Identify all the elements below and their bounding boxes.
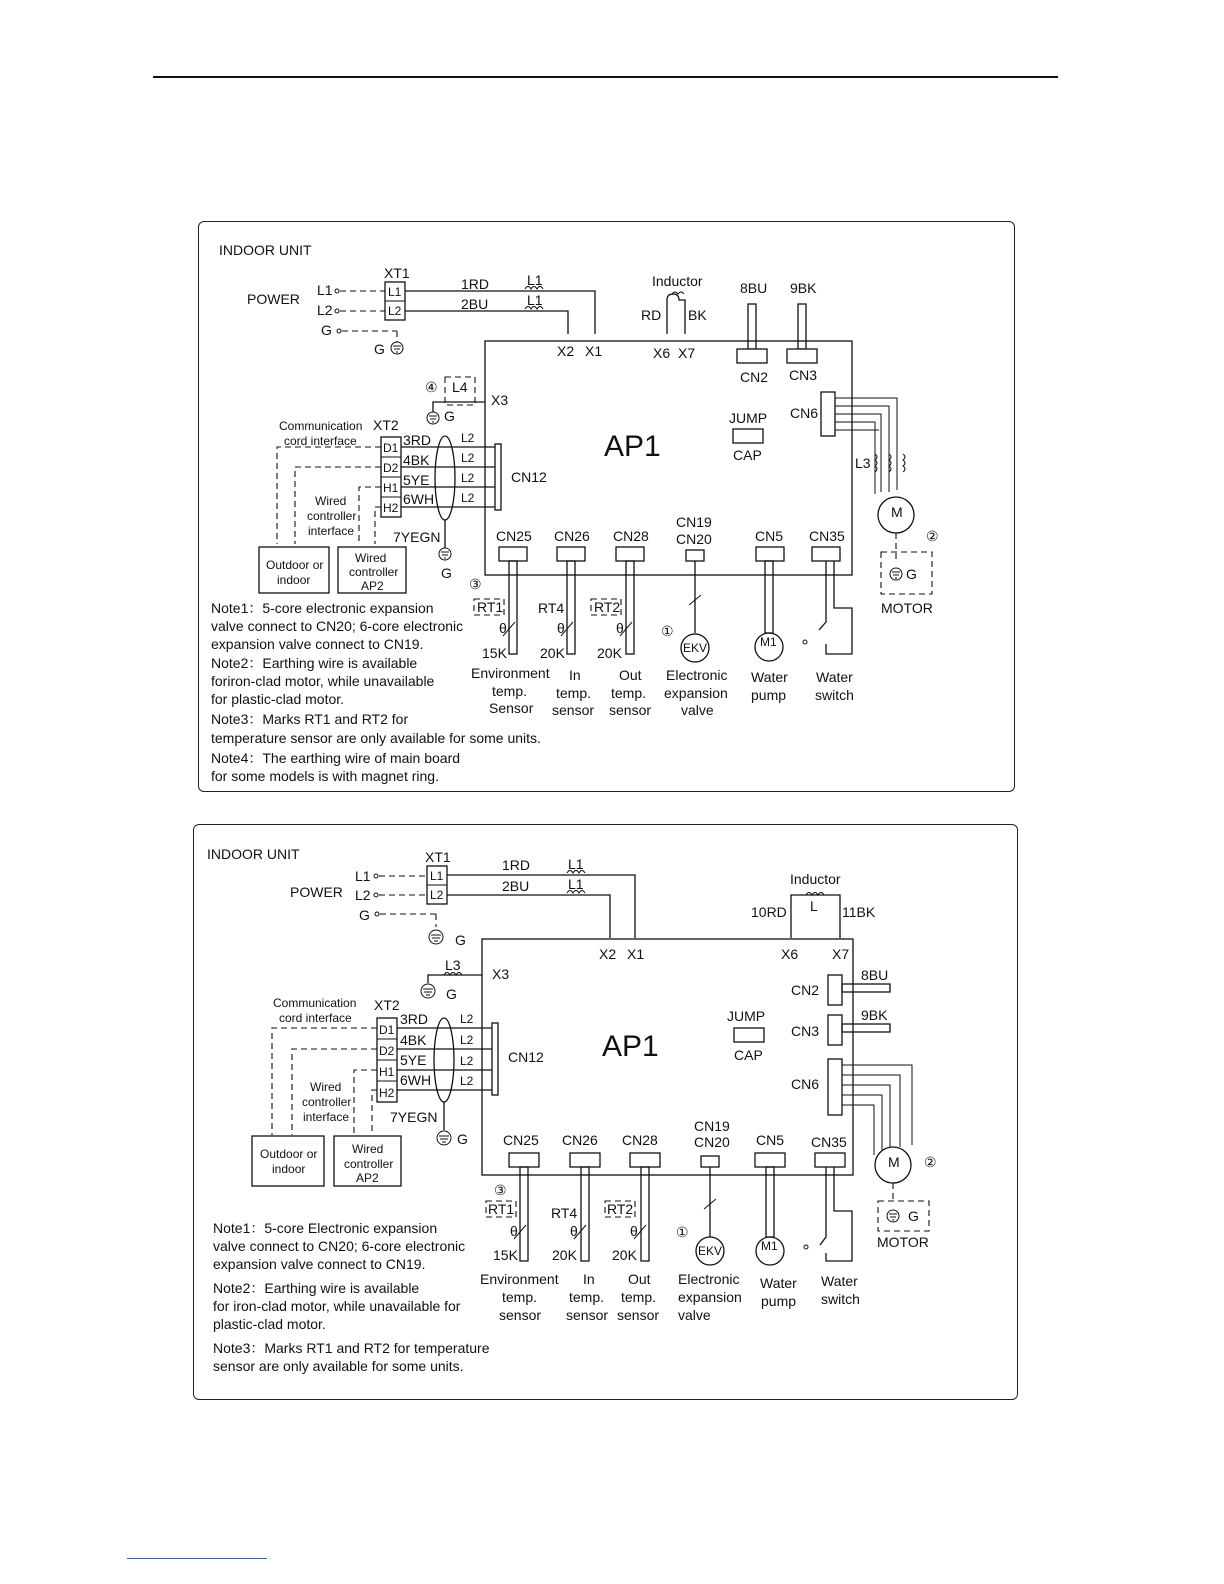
- cap-out-1: Out: [628, 1271, 651, 1287]
- wired-if-1: Wired: [310, 1080, 342, 1094]
- cn25-label: CN25: [496, 528, 532, 544]
- cn20-label: CN20: [694, 1134, 730, 1150]
- choke-l2-2: L2: [460, 1033, 474, 1047]
- rt1-15k: 15K: [493, 1247, 518, 1263]
- xt1-l2: L2: [388, 304, 402, 318]
- outdoor-indoor-2: indoor: [277, 573, 311, 587]
- comm-ground-7yegn: 7YEGN: [393, 529, 441, 545]
- jump-cap-connector: [733, 429, 763, 443]
- wired-if-2: controller: [307, 509, 357, 523]
- x3-wire: [428, 975, 482, 983]
- cn6-wire-2: [842, 1075, 900, 1147]
- cap-ekv-2: expansion: [664, 685, 728, 701]
- wired-ctrl-2: controller: [344, 1157, 394, 1171]
- rt2-20k: 20K: [612, 1247, 637, 1263]
- cap-env-2: temp.: [492, 683, 528, 699]
- pin-x6: X6: [653, 345, 671, 361]
- cn12-connector: [492, 1023, 498, 1095]
- comm-ground-g: G: [457, 1131, 468, 1147]
- wired-ctrl-2: controller: [349, 565, 399, 579]
- mark-2: ②: [926, 528, 939, 544]
- pin-x1: X1: [585, 343, 603, 359]
- cap-label: CAP: [733, 447, 762, 463]
- svg-text:θ: θ: [616, 620, 624, 636]
- cn2-cable: [842, 984, 890, 992]
- note-line-2: valve connect to CN20; 6-core electronic: [211, 618, 464, 634]
- wired-ctrl-3: AP2: [361, 579, 384, 593]
- cap-sw-2: switch: [821, 1291, 860, 1307]
- cn6-connector: [821, 392, 835, 436]
- inductor-wire: [667, 294, 685, 334]
- xt1-label: XT1: [425, 849, 451, 865]
- comm-ground-icon: [437, 1131, 451, 1145]
- wire-1rd: 1RD: [461, 276, 490, 292]
- comm-wire-4bk: 4BK: [403, 452, 430, 468]
- mark-1: ①: [676, 1224, 689, 1240]
- svg-text:θ: θ: [570, 1223, 578, 1239]
- xt2-d1: D1: [379, 1023, 395, 1037]
- pump-m1: M1: [761, 1239, 778, 1253]
- ap1-label: AP1: [602, 1030, 659, 1063]
- comm-title-1: Communication: [279, 419, 363, 433]
- xt2-h2: H2: [379, 1086, 395, 1100]
- terminal-l1-dot: [374, 874, 378, 878]
- cap-env-2: temp.: [502, 1289, 538, 1305]
- cn2-label: CN2: [791, 982, 820, 998]
- motor-m: M: [891, 504, 903, 520]
- x3-wire: [433, 402, 485, 412]
- xt1-label: XT1: [384, 265, 410, 281]
- wired-if-2: controller: [302, 1095, 352, 1109]
- comm-ground-g: G: [441, 565, 452, 581]
- choke-l2-2: L2: [461, 451, 475, 465]
- cn3-wire-9bk: 9BK: [861, 1007, 888, 1023]
- note-line-8: sensor are only available for some units.: [213, 1358, 464, 1374]
- outdoor-indoor-1: Outdoor or: [260, 1147, 318, 1161]
- filter-l1-a: L1: [527, 272, 543, 288]
- pump-m1: M1: [760, 635, 777, 649]
- choke-l2-3: L2: [461, 471, 475, 485]
- cap-ekv-1: Electronic: [678, 1271, 740, 1287]
- cn26-connector: [557, 547, 585, 561]
- motor-label: MOTOR: [881, 600, 933, 616]
- rt4-20k: 20K: [552, 1247, 577, 1263]
- cap-in-3: sensor: [566, 1307, 609, 1323]
- choke-l2-4: L2: [461, 491, 475, 505]
- comm-dash-h1: [359, 487, 381, 544]
- cap-in-2: temp.: [569, 1289, 605, 1305]
- note-line-1: Note1：5-core electronic expansion: [211, 600, 434, 616]
- unit-title: INDOOR UNIT: [207, 846, 300, 862]
- wire-l1-x1: [405, 291, 595, 334]
- cn25-connector: [499, 547, 527, 561]
- cn5-label: CN5: [756, 1132, 785, 1148]
- pin-x3: X3: [491, 392, 509, 408]
- cn3-label: CN3: [789, 367, 818, 383]
- terminal-l2-label: L2: [355, 887, 371, 903]
- pin-x2: X2: [557, 343, 575, 359]
- cn5-cable: [765, 561, 773, 633]
- inductor-coil-label: L: [810, 898, 818, 914]
- mark-2: ②: [924, 1154, 937, 1170]
- inductor-label: Inductor: [790, 871, 841, 887]
- cap-out-3: sensor: [617, 1307, 660, 1323]
- filter-l1-a: L1: [568, 856, 584, 872]
- earth-ground-icon: [429, 930, 443, 944]
- terminal-l2-dot: [374, 893, 378, 897]
- jump-label: JUMP: [727, 1008, 766, 1024]
- wiring-diagram-1-svg: [199, 222, 1016, 793]
- svg-text:θ: θ: [557, 620, 565, 636]
- inductor-bk: BK: [688, 307, 707, 323]
- thermistor-icon-3: [630, 1223, 646, 1239]
- note-line-10: for some models is with magnet ring.: [211, 768, 439, 784]
- wire-l1-x1: [447, 875, 635, 938]
- cn3-cable: [798, 304, 806, 349]
- cn2-label: CN2: [740, 369, 769, 385]
- wired-ctrl-1: Wired: [355, 551, 387, 565]
- note-line-5: for iron-clad motor, while unavailable for: [213, 1298, 461, 1314]
- cap-in-1: In: [583, 1271, 595, 1287]
- cn19-label: CN19: [694, 1118, 730, 1134]
- comm-title-1: Communication: [273, 996, 357, 1010]
- wire-2bu: 2BU: [502, 878, 530, 894]
- cn28-label: CN28: [613, 528, 649, 544]
- cap-ekv-3: valve: [678, 1307, 711, 1323]
- cn26-connector: [570, 1153, 600, 1167]
- earth-ground-icon: [391, 342, 403, 354]
- svg-text:θ: θ: [499, 620, 507, 636]
- inductor-label: Inductor: [652, 273, 703, 289]
- power-label: POWER: [290, 884, 343, 900]
- power-label: POWER: [247, 291, 300, 307]
- cn5-label: CN5: [755, 528, 784, 544]
- cap-ekv-3: valve: [681, 702, 714, 718]
- wire-2bu: 2BU: [461, 296, 489, 312]
- cap-sw-2: switch: [815, 687, 854, 703]
- cn26-label: CN26: [554, 528, 590, 544]
- water-switch-icon: [803, 640, 807, 644]
- choke-l2-1: L2: [461, 431, 475, 445]
- cap-label: CAP: [734, 1047, 763, 1063]
- cn5-connector: [755, 1153, 785, 1167]
- xt1-l1: L1: [388, 285, 402, 299]
- l3-label: L3: [855, 455, 871, 471]
- xt2-label: XT2: [373, 417, 399, 433]
- comm-wire-6wh: 6WH: [400, 1072, 432, 1088]
- cn2-wire-8bu: 8BU: [740, 280, 768, 296]
- motor-label: MOTOR: [877, 1234, 929, 1250]
- outdoor-indoor-1: Outdoor or: [266, 558, 324, 572]
- note-line-3: expansion valve connect to CN19.: [211, 636, 424, 652]
- inductor-11bk: 11BK: [842, 904, 876, 920]
- rt1-15k: 15K: [482, 645, 507, 661]
- cap-env-1: Environment: [480, 1271, 559, 1287]
- cn3-connector: [787, 349, 817, 363]
- thermistor-icon-1: [499, 620, 515, 636]
- wired-if-3: interface: [303, 1110, 350, 1124]
- cn35-label: CN35: [809, 528, 845, 544]
- cn3-connector: [828, 1015, 842, 1045]
- cn5-cable: [766, 1167, 774, 1237]
- cn28-cable: [641, 1167, 649, 1261]
- cn5-connector: [756, 547, 784, 561]
- rt4-label: RT4: [538, 600, 565, 616]
- header-rule: [153, 76, 1058, 78]
- cap-pump-1: Water: [760, 1275, 797, 1291]
- cn6-wire-5: [842, 1105, 874, 1155]
- cn35-connector: [812, 547, 840, 561]
- note-line-1: Note1：5-core Electronic expansion: [213, 1220, 438, 1236]
- cap-ekv-1: Electronic: [666, 667, 728, 683]
- x3-ground-icon: [421, 984, 435, 998]
- filter-l1-b: L1: [527, 292, 543, 308]
- cn19-20-connector: [686, 550, 704, 561]
- note-line-7: Note3：Marks RT1 and RT2 for: [211, 711, 409, 727]
- motor-g: G: [908, 1208, 919, 1224]
- pin-x3: X3: [492, 966, 510, 982]
- note-line-5: foriron-clad motor, while unavailable: [211, 673, 435, 689]
- water-switch-icon: [804, 1245, 808, 1249]
- note-line-8: temperature sensor are only available for some units.: [211, 730, 541, 746]
- ekv-label: EKV: [683, 641, 708, 655]
- cap-sw-1: Water: [816, 669, 853, 685]
- xt1-l1: L1: [430, 869, 444, 883]
- motor-ground-icon: [890, 568, 902, 580]
- cap-out-2: temp.: [611, 685, 647, 701]
- comm-wire-5ye: 5YE: [403, 472, 430, 488]
- terminal-g-label: G: [321, 322, 332, 338]
- wired-if-1: Wired: [315, 494, 347, 508]
- ap1-label: AP1: [604, 430, 661, 463]
- rt1-label: RT1: [477, 599, 504, 615]
- filter-l1-b: L1: [568, 876, 584, 892]
- cn35-wire-a: [820, 1167, 826, 1245]
- note-line-6: plastic-clad motor.: [213, 1316, 326, 1332]
- rt1-label: RT1: [488, 1201, 515, 1217]
- terminal-g-dot: [375, 912, 379, 916]
- cn3-wire-9bk: 9BK: [790, 280, 817, 296]
- terminal-l2-label: L2: [317, 302, 333, 318]
- pin-x1: X1: [627, 946, 645, 962]
- l3-label: L3: [445, 957, 461, 973]
- cap-in-1: In: [569, 667, 581, 683]
- comm-wire-3rd: 3RD: [403, 432, 432, 448]
- wired-ctrl-1: Wired: [352, 1142, 384, 1156]
- cn12-label: CN12: [511, 469, 547, 485]
- cn2-wire-8bu: 8BU: [861, 967, 889, 983]
- thermistor-icon-1: [510, 1223, 526, 1239]
- xt2-h2: H2: [383, 501, 399, 515]
- choke-l2-3: L2: [460, 1054, 474, 1068]
- cn6-connector: [828, 1059, 842, 1115]
- wired-if-3: interface: [308, 524, 355, 538]
- cn25-connector: [509, 1153, 539, 1167]
- x3-g: G: [444, 408, 455, 424]
- wiring-diagram-2-svg: [194, 825, 1019, 1401]
- note-line-4: Note2：Earthing wire is available: [211, 655, 418, 671]
- terminal-g-label: G: [359, 907, 370, 923]
- cap-ekv-2: expansion: [678, 1289, 742, 1305]
- cn2-connector: [828, 975, 842, 1005]
- choke-l2-1: L2: [460, 1012, 474, 1026]
- cn28-connector: [616, 547, 644, 561]
- xt2-h1: H1: [379, 1065, 395, 1079]
- comm-title-2: cord interface: [279, 1011, 352, 1025]
- outdoor-indoor-box: [252, 1136, 324, 1186]
- xt2-d2: D2: [379, 1044, 395, 1058]
- cap-pump-1: Water: [751, 669, 788, 685]
- mark-1: ①: [661, 623, 674, 639]
- cn6-wire-3: [842, 1085, 890, 1147]
- outdoor-indoor-2: indoor: [272, 1162, 306, 1176]
- cap-out-2: temp.: [621, 1289, 657, 1305]
- cn35-wire-a: [819, 561, 826, 630]
- xt2-label: XT2: [374, 997, 400, 1013]
- l4-label: L4: [452, 379, 468, 395]
- x3-g: G: [446, 986, 457, 1002]
- motor-g: G: [906, 566, 917, 582]
- wire-1rd: 1RD: [502, 857, 531, 873]
- note-line-7: Note3：Marks RT1 and RT2 for temperature: [213, 1340, 490, 1356]
- pin-x7: X7: [678, 345, 696, 361]
- rt2-label: RT2: [607, 1201, 634, 1217]
- comm-dash-h2: [372, 1090, 377, 1135]
- cn6-label: CN6: [791, 1076, 820, 1092]
- rt2-label: RT2: [594, 599, 621, 615]
- earth-g-label: G: [374, 341, 385, 357]
- comm-title-2: cord interface: [284, 434, 357, 448]
- thermistor-icon-2: [557, 620, 573, 636]
- comm-dash-h1: [354, 1070, 377, 1135]
- cn35-wire-b: [826, 1167, 852, 1261]
- xt2-d2: D2: [383, 461, 399, 475]
- cn3-cable: [842, 1024, 890, 1032]
- cn25-label: CN25: [503, 1132, 539, 1148]
- svg-text:θ: θ: [510, 1223, 518, 1239]
- terminal-l2-dot: [335, 309, 339, 313]
- wiring-diagram-1: [198, 221, 1015, 792]
- cn26-cable: [581, 1167, 589, 1261]
- note-line-6: for plastic-clad motor.: [211, 691, 345, 707]
- inductor-rd: RD: [641, 307, 662, 323]
- mark-4: ④: [425, 379, 438, 395]
- cn35-label: CN35: [811, 1134, 847, 1150]
- rt4-label: RT4: [551, 1205, 578, 1221]
- cn26-label: CN26: [562, 1132, 598, 1148]
- svg-text:θ: θ: [630, 1223, 638, 1239]
- cap-in-2: temp.: [556, 685, 592, 701]
- unit-title: INDOOR UNIT: [219, 242, 312, 258]
- comm-wire-6wh: 6WH: [403, 491, 435, 507]
- cn6-wire-4: [842, 1095, 882, 1151]
- cn20-label: CN20: [676, 531, 712, 547]
- comm-wire-5ye: 5YE: [400, 1052, 427, 1068]
- cn12-label: CN12: [508, 1049, 544, 1065]
- x3-ground-icon: [427, 412, 439, 424]
- cap-out-1: Out: [619, 667, 642, 683]
- cn19-label: CN19: [676, 514, 712, 530]
- motor-ground-box: [878, 1201, 929, 1231]
- terminal-l1-label: L1: [355, 868, 371, 884]
- inductor-10rd: 10RD: [751, 904, 787, 920]
- cap-pump-2: pump: [761, 1293, 797, 1309]
- comm-wire-3rd: 3RD: [400, 1011, 429, 1027]
- wired-ctrl-3: AP2: [356, 1171, 379, 1185]
- cn12-connector: [495, 444, 501, 510]
- motor-m: M: [888, 1154, 900, 1170]
- cap-env-1: Environment: [471, 665, 550, 681]
- jump-label: JUMP: [729, 410, 768, 426]
- pin-x2: X2: [599, 946, 617, 962]
- cap-env-3: sensor: [499, 1307, 542, 1323]
- note-line-2: valve connect to CN20; 6-core electronic: [213, 1238, 466, 1254]
- cn35-connector: [815, 1153, 845, 1167]
- terminal-l1-label: L1: [317, 282, 333, 298]
- cap-env-3: Sensor: [489, 700, 534, 716]
- rt4-20k: 20K: [540, 645, 565, 661]
- cn19-20-connector: [701, 1156, 719, 1167]
- note-line-4: Note2：Earthing wire is available: [213, 1280, 420, 1296]
- comm-dash-h2: [375, 507, 381, 544]
- terminal-l1-dot: [335, 289, 339, 293]
- cap-sw-1: Water: [821, 1273, 858, 1289]
- cap-in-3: sensor: [552, 702, 595, 718]
- motor-ground-icon: [887, 1210, 899, 1222]
- cn25-cable: [520, 1167, 528, 1261]
- rt2-20k: 20K: [597, 645, 622, 661]
- cn28-label: CN28: [622, 1132, 658, 1148]
- earth-g-label: G: [455, 932, 466, 948]
- xt2-d1: D1: [383, 441, 399, 455]
- cn3-label: CN3: [791, 1023, 820, 1039]
- comm-ground-icon: [439, 548, 451, 560]
- l3-coil-3: [903, 454, 905, 472]
- wire-l2-x2: [447, 895, 610, 938]
- mark-3: ③: [494, 1182, 507, 1198]
- thermistor-icon-2: [570, 1223, 586, 1239]
- mark-3: ③: [469, 576, 482, 592]
- cn28-connector: [630, 1153, 660, 1167]
- wire-l2-x2: [405, 311, 568, 334]
- cap-pump-2: pump: [751, 687, 787, 703]
- wiring-diagram-2: [193, 824, 1018, 1400]
- cn6-label: CN6: [790, 405, 819, 421]
- jump-cap-connector: [734, 1028, 764, 1042]
- pin-x6: X6: [781, 946, 799, 962]
- note-line-3: expansion valve connect to CN19.: [213, 1256, 426, 1272]
- cn2-connector: [737, 349, 767, 363]
- cn2-cable: [748, 304, 756, 349]
- pin-x7: X7: [832, 946, 850, 962]
- xt2-h1: H1: [383, 481, 399, 495]
- cn6-wire-1: [835, 398, 897, 490]
- thermistor-icon-3: [616, 620, 632, 636]
- choke-l2-4: L2: [460, 1074, 474, 1088]
- xt1-l2: L2: [430, 888, 444, 902]
- terminal-g-dot: [337, 329, 341, 333]
- ekv-label: EKV: [698, 1244, 723, 1258]
- comm-ground-7yegn: 7YEGN: [390, 1109, 438, 1125]
- cap-out-3: sensor: [609, 702, 652, 718]
- note-line-9: Note4：The earthing wire of main board: [211, 750, 461, 766]
- comm-wire-4bk: 4BK: [400, 1032, 427, 1048]
- footnote-rule: [127, 1558, 267, 1559]
- cn6-wire-3: [835, 414, 881, 492]
